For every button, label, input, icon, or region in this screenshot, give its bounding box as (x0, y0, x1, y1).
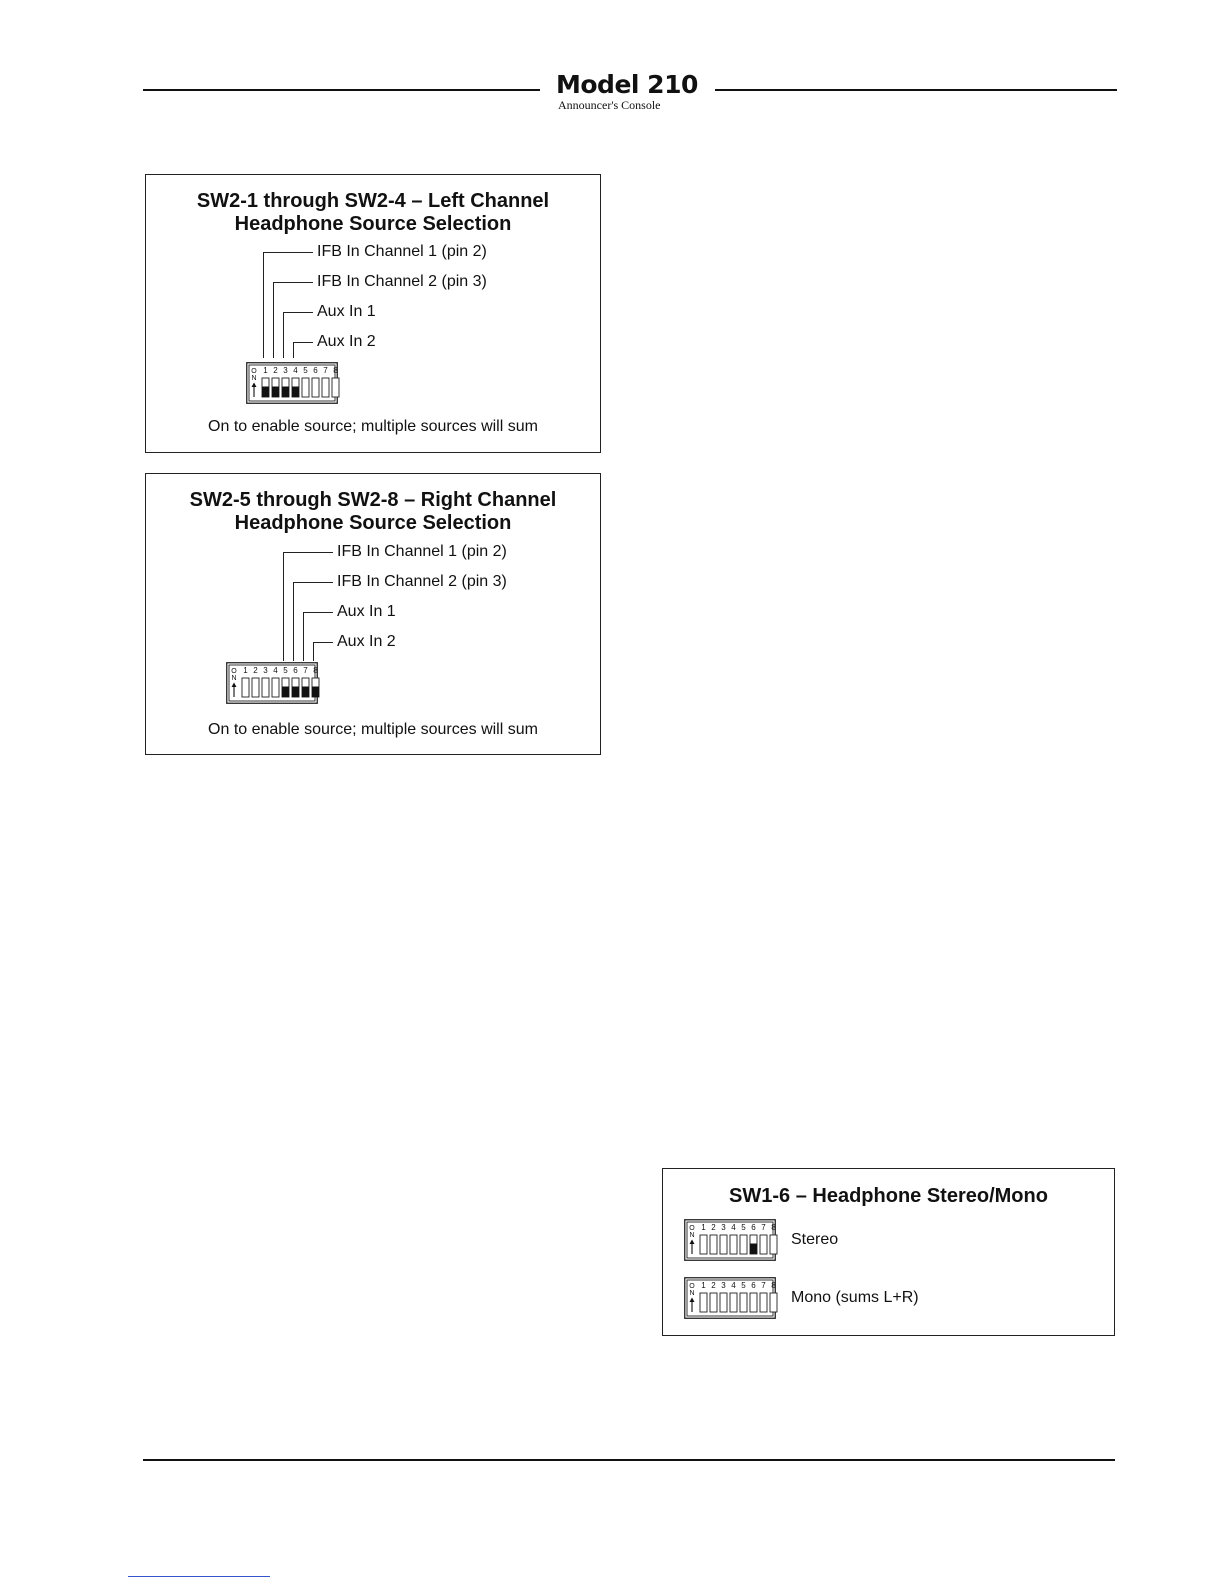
switch-slot-1 (700, 1293, 707, 1312)
switch-slot-3 (262, 678, 269, 697)
switch-number-4: 4 (293, 366, 298, 375)
switch-slot-4 (272, 678, 279, 697)
source-label-ifb1: IFB In Channel 1 (pin 2) (337, 543, 507, 560)
switch-slot-8 (332, 378, 339, 397)
switch-slot-4 (730, 1293, 737, 1312)
switch-slot-5 (740, 1235, 747, 1254)
right-channel-title-line2: Headphone Source Selection (234, 512, 512, 534)
logo-title: Model 210 (556, 70, 698, 99)
dip-switch-right-channel (226, 662, 318, 704)
right-channel-footnote: On to enable source; multiple sources will sum (208, 721, 538, 738)
option-label-stereo: Stereo (791, 1231, 839, 1248)
source-label-aux2: Aux In 2 (317, 333, 376, 350)
option-label-mono: Mono (sums L+R) (791, 1289, 919, 1306)
switch-number-2: 2 (711, 1223, 716, 1232)
source-label-ifb2: IFB In Channel 2 (pin 3) (317, 273, 487, 290)
header-rule-right (715, 89, 1117, 91)
footer-link-underline (128, 1576, 270, 1577)
on-marker-letter: N (251, 375, 257, 382)
switch-number-6: 6 (313, 366, 318, 375)
switch-number-1: 1 (263, 366, 268, 375)
left-channel-footnote: On to enable source; multiple sources will sum (208, 418, 538, 435)
switch-slot-2 (710, 1293, 717, 1312)
switch-number-4: 4 (731, 1223, 736, 1232)
switch-slot-1 (700, 1235, 707, 1254)
switch-slot-5 (740, 1293, 747, 1312)
left-channel-title-line1: SW2-1 through SW2-4 – Left Channel (196, 190, 550, 212)
switch-slot-5 (302, 378, 309, 397)
source-label-ifb1: IFB In Channel 1 (pin 2) (317, 243, 487, 260)
right-channel-title-line1: SW2-5 through SW2-8 – Right Channel (189, 489, 557, 511)
stereo-mono-title: SW1-6 – Headphone Stereo/Mono (729, 1185, 1048, 1207)
switch-number-5: 5 (303, 366, 308, 375)
switch-number-2: 2 (253, 666, 258, 675)
dip-switch-left-channel (246, 362, 338, 404)
switch-number-3: 3 (721, 1281, 726, 1290)
switch-number-1: 1 (701, 1223, 706, 1232)
switch-number-6: 6 (293, 666, 298, 675)
switch-lever-on-1 (262, 387, 269, 398)
switch-number-8: 8 (771, 1223, 776, 1232)
stereo-mono-panel (662, 1168, 1115, 1336)
left-channel-panel (145, 174, 601, 453)
dip-switch-stereo (684, 1219, 776, 1261)
switch-lever-on-5 (282, 687, 289, 698)
switch-number-7: 7 (761, 1281, 766, 1290)
on-marker-letter: O (689, 1283, 695, 1290)
switch-slot-7 (760, 1293, 767, 1312)
switch-slot-7 (760, 1235, 767, 1254)
source-label-aux2: Aux In 2 (337, 633, 396, 650)
source-label-aux1: Aux In 1 (317, 303, 376, 320)
switch-slot-1 (242, 678, 249, 697)
footer-rule (143, 1459, 1115, 1461)
switch-slot-8 (770, 1235, 777, 1254)
logo-subtitle: Announcer's Console (558, 98, 661, 112)
switch-number-3: 3 (283, 366, 288, 375)
switch-number-2: 2 (273, 366, 278, 375)
switch-number-6: 6 (751, 1281, 756, 1290)
switch-number-3: 3 (721, 1223, 726, 1232)
left-channel-title-line2: Headphone Source Selection (234, 213, 512, 235)
on-marker-letter: N (231, 675, 237, 682)
source-label-ifb2: IFB In Channel 2 (pin 3) (337, 573, 507, 590)
switch-number-8: 8 (313, 666, 318, 675)
leader-line-4 (293, 342, 313, 358)
switch-lever-on-8 (312, 687, 319, 698)
on-marker-letter: N (689, 1232, 695, 1239)
header-rule-left (143, 89, 540, 91)
switch-slot-6 (750, 1293, 757, 1312)
leader-line-4 (313, 642, 333, 661)
source-label-aux1: Aux In 1 (337, 603, 396, 620)
on-marker-letter: N (689, 1290, 695, 1297)
switch-lever-on-2 (272, 387, 279, 398)
on-marker-letter: O (689, 1225, 695, 1232)
switch-number-7: 7 (303, 666, 308, 675)
on-marker-letter: O (251, 368, 257, 375)
switch-number-1: 1 (701, 1281, 706, 1290)
switch-lever-on-6 (292, 687, 299, 698)
switch-number-3: 3 (263, 666, 268, 675)
switch-number-4: 4 (273, 666, 278, 675)
switch-number-5: 5 (283, 666, 288, 675)
right-channel-panel (145, 473, 601, 755)
switch-number-7: 7 (323, 366, 328, 375)
switch-lever-on-6 (750, 1244, 757, 1255)
switch-lever-on-4 (292, 387, 299, 398)
switch-lever-on-7 (302, 687, 309, 698)
switch-slot-2 (252, 678, 259, 697)
switch-number-1: 1 (243, 666, 248, 675)
switch-number-2: 2 (711, 1281, 716, 1290)
switch-number-7: 7 (761, 1223, 766, 1232)
switch-number-5: 5 (741, 1281, 746, 1290)
switch-slot-2 (710, 1235, 717, 1254)
switch-slot-6 (312, 378, 319, 397)
dip-switch-mono (684, 1277, 776, 1319)
switch-slot-8 (770, 1293, 777, 1312)
switch-number-5: 5 (741, 1223, 746, 1232)
switch-slot-3 (720, 1293, 727, 1312)
switch-number-4: 4 (731, 1281, 736, 1290)
on-marker-letter: O (231, 668, 237, 675)
switch-slot-4 (730, 1235, 737, 1254)
switch-number-8: 8 (771, 1281, 776, 1290)
switch-number-8: 8 (333, 366, 338, 375)
switch-slot-7 (322, 378, 329, 397)
switch-number-6: 6 (751, 1223, 756, 1232)
switch-slot-3 (720, 1235, 727, 1254)
switch-lever-on-3 (282, 387, 289, 398)
